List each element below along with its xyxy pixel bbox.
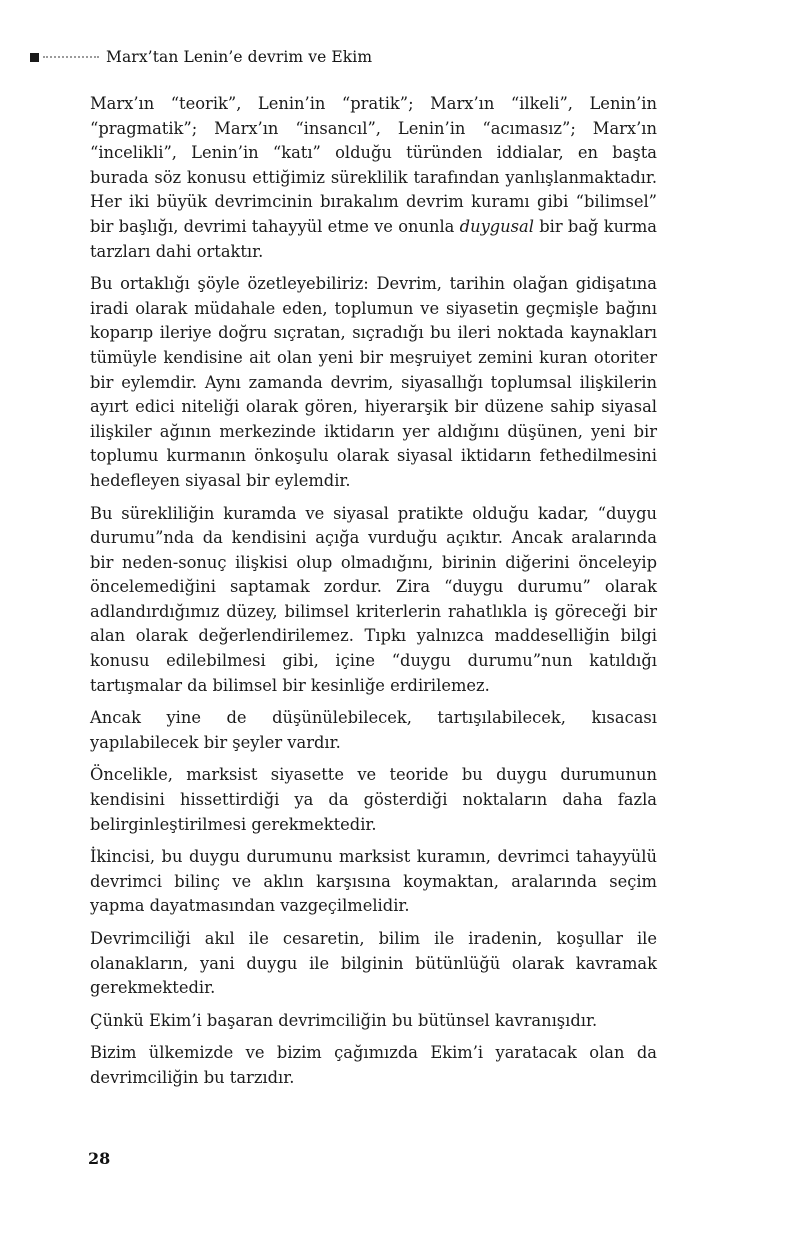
- text-run: Öncelikle, marksist siyasette ve teoride bu duygu durumunun kendisini hissettirdiği ya da gösterdiği noktaların daha fazla belirginleştirilmesi gerekmektedir.: [90, 765, 657, 834]
- text-run: bir bağ kurma tarzları dahi ortaktır.: [90, 216, 657, 261]
- paragraph: [90, 92, 657, 264]
- square-bullet-icon: [30, 53, 39, 62]
- text-run: İkincisi, bu duygu durumunu marksist kuramın, devrimci tahayyülü devrimci bilinç ve aklın karşısına koymaktan, aralarında seçim yapma dayatmasından vazgeçilmelidir.: [90, 847, 657, 916]
- dotted-rule: [43, 56, 99, 58]
- paragraph: [90, 927, 657, 1001]
- text-run: Bizim ülkemizde ve bizim çağımızda Ekim’i yaratacak olan da devrimciliğin bu tarzıdır.: [90, 1043, 657, 1087]
- text-run: Marx’ın “teorik”, Lenin’in “pratik”; Marx’ın “ilkeli”, Lenin’in “pragmatik”; Marx’ın “insancıl”, Lenin’in “acımasız”; Marx’ın “incelikli”, Lenin’in “katı” olduğu türünden iddialar, en başta burada söz konusu ettiğimiz süreklilik tarafından yanlışlanmaktadır. Her iki büyük devrimcinin bırakalım devrim kuramı gibi “bilimsel” bir başlığı, devrimi tahayyül etme ve onunla: [90, 94, 657, 236]
- paragraph: [90, 763, 657, 837]
- text-run: Devrimciliği akıl ile cesaretin, bilim ile iradenin, koşullar ile olanakların, yani duygu ile bilginin bütünlüğü olarak kavramak gerekmektedir.: [90, 929, 657, 998]
- paragraph: [90, 1041, 657, 1090]
- italic-text-run: duygusal: [459, 216, 534, 236]
- page-number: 28: [88, 1149, 111, 1168]
- paragraph: [90, 1009, 657, 1034]
- body-text: [90, 92, 657, 1099]
- paragraph: [90, 502, 657, 699]
- paragraph: [90, 706, 657, 755]
- running-header: [30, 48, 372, 66]
- paragraph: [90, 272, 657, 493]
- running-header-title: Marx’tan Lenin’e devrim ve Ekim: [106, 48, 373, 66]
- text-run: Ancak yine de düşünülebilecek, tartışılabilecek, kısacası yapılabilecek bir şeyler vardır.: [90, 708, 657, 752]
- paragraph: [90, 845, 657, 919]
- text-run: Bu ortaklığı şöyle özetleyebiliriz: Devrim, tarihin olağan gidişatına iradi olarak müdahale eden, toplumun ve siyasetin geçmişle bağını koparıp ileriye doğru sıçratan, sıçradığı bu ileri noktada kaynakları tümüyle kendisine ait olan yeni bir meşruiyet zemini kuran otoriter bir eylemdir. Aynı zamanda devrim, siyasallığı toplumsal ilişkilerin ayırt edici niteliği olarak gören, hiyerarşik bir düzene sahip siyasal ilişkiler ağının merkezinde iktidarın yer aldığını düşünen, yeni bir toplumu kurmanın önkoşulu olarak siyasal iktidarın fethedilmesini hedefleyen siyasal bir eylemdir.: [90, 274, 657, 490]
- text-run: Çünkü Ekim’i başaran devrimciliğin bu bütünsel kavranışıdır.: [90, 1010, 598, 1030]
- text-run: Bu sürekliliğin kuramda ve siyasal pratikte olduğu kadar, “duygu durumu”nda da kendisini açığa vurduğu açıktır. Ancak aralarında bir neden-sonuç ilişkisi olup olmadığını, birinin diğerini önceleyip öncelemediğini saptamak zordur. Zira “duygu durumu” olarak adlandırdığımız düzey, bilimsel kriterlerin rahatlıkla iş göreceği bir alan olarak değerlendirilemez. Tıpkı yalnızca maddeselliğin bilgi konusu edilebilmesi gibi, içine “duygu durumu”nun katıldığı tartışmalar da bilimsel bir kesinliğe erdirilemez.: [90, 503, 657, 695]
